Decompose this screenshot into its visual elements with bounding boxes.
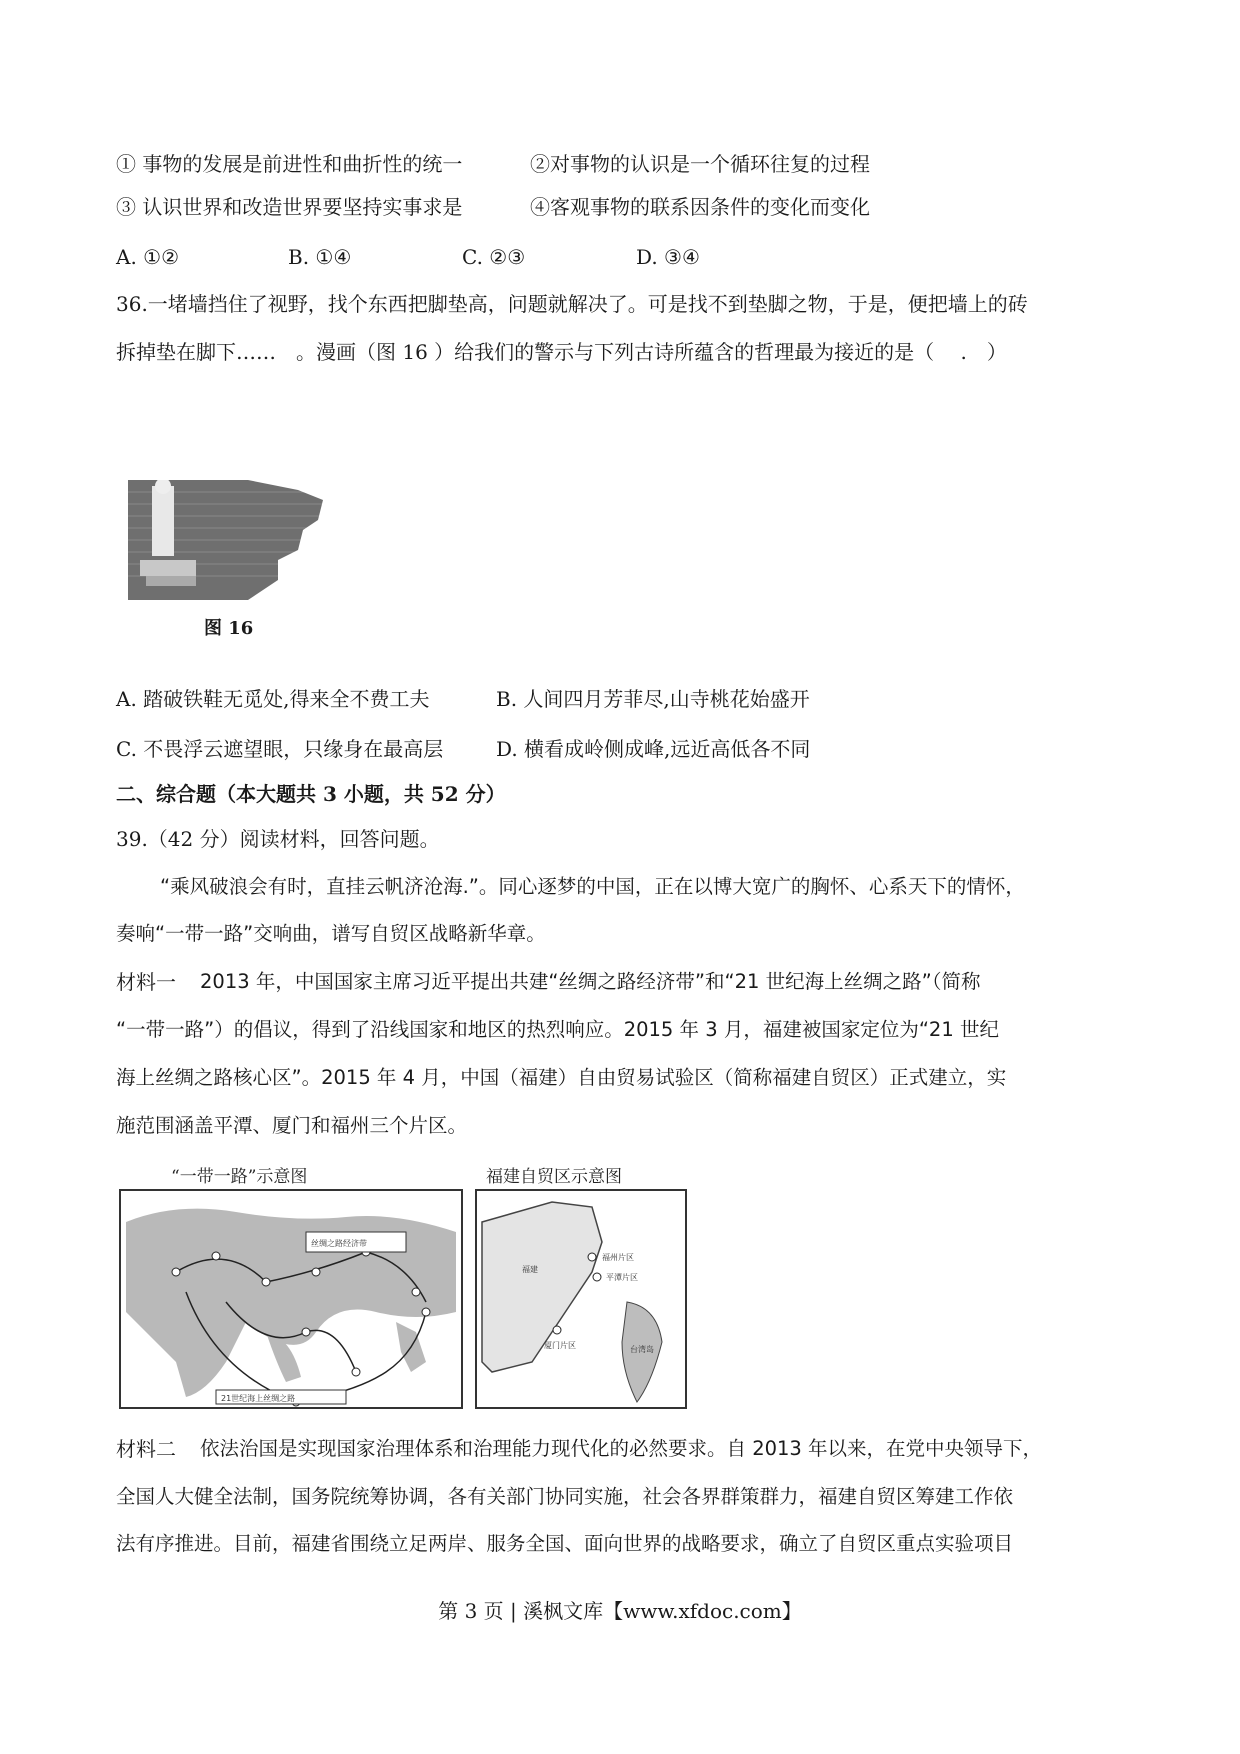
q36-line-1: 36.一堵墙挡住了视野，找个东西把脚垫高，问题就解决了。可是找不到垫脚之物，于是，便把墙上的砖 — [116, 292, 1028, 316]
map2-xiamen: 厦门片区 — [544, 1341, 576, 1350]
statement-4: ④客观事物的联系因条件的变化而变化 — [530, 195, 870, 219]
option-d: D. ③④ — [636, 245, 700, 269]
map1-belt-label: 丝绸之路经济带 — [311, 1239, 367, 1248]
page-footer: 第 3 页 | 溪枫文库【www.xfdoc.com】 — [438, 1599, 802, 1623]
q39-intro-line-1: “乘风破浪会有时，直挂云帆济沧海.”。同心逐梦的中国，正在以博大宽广的胸怀、心系天下的情怀， — [160, 875, 1025, 898]
fujian-ftz-map — [472, 1162, 692, 1412]
q36-line-2: 拆掉垫在脚下…… 。漫画（图 16 ）给我们的警示与下列古诗所蕴含的哲理最为接近的是（ . ） — [116, 340, 1007, 364]
section-2-heading: 二、综合题（本大题共 3 小题，共 52 分） — [116, 782, 506, 806]
statement-2: ②对事物的认识是一个循环往复的过程 — [530, 152, 870, 176]
option-b: B. ①④ — [288, 245, 352, 269]
q36-option-a: A. 踏破铁鞋无觅处,得来全不费工夫 — [116, 687, 430, 711]
figure-16-cartoon — [128, 480, 344, 600]
statement-1: ① 事物的发展是前进性和曲折性的统一 — [116, 152, 463, 176]
material-2-line-1: 依法治国是实现国家治理体系和治理能力现代化的必然要求。自 2013 年以来，在党中央领导下， — [200, 1437, 1043, 1460]
figure-16-caption: 图 16 — [204, 618, 254, 639]
statement-3: ③ 认识世界和改造世界要坚持实事求是 — [116, 195, 463, 219]
q36-option-c: C. 不畏浮云遮望眼，只缘身在最高层 — [116, 737, 444, 761]
material-1-line-4: 施范围涵盖平潭、厦门和福州三个片区。 — [116, 1114, 468, 1137]
map1-title: “一带一路”示意图 — [171, 1167, 308, 1187]
map2-title: 福建自贸区示意图 — [486, 1167, 622, 1187]
material-1-label: 材料一 — [116, 970, 176, 994]
map2-taiwan: 台湾岛 — [630, 1345, 654, 1354]
material-2-line-3: 法有序推进。目前，福建省围绕立足两岸、服务全国、面向世界的战略要求，确立了自贸区重点实验项目 — [116, 1532, 1014, 1555]
map2-fuzhou: 福州片区 — [602, 1253, 634, 1262]
material-1-line-2: “一带一路”）的倡议，得到了沿线国家和地区的热烈响应。2015 年 3 月，福建被国家定位为“21 世纪 — [116, 1018, 999, 1041]
q36-option-d: D. 横看成岭侧成峰,远近高低各不同 — [496, 737, 811, 761]
material-2-line-2: 全国人大健全法制，国务院统筹协调，各有关部门协同实施，社会各界群策群力，福建自贸区筹建工作依 — [116, 1485, 1014, 1508]
q36-option-b: B. 人间四月芳菲尽,山寺桃花始盛开 — [496, 687, 810, 711]
q39-heading: 39.（42 分）阅读材料，回答问题。 — [116, 827, 440, 851]
map2-pingtan: 平潭片区 — [606, 1273, 638, 1282]
map2-fujian: 福建 — [522, 1265, 538, 1274]
q39-intro-line-2: 奏响“一带一路”交响曲，谱写自贸区战略新华章。 — [116, 922, 546, 945]
option-c: C. ②③ — [462, 245, 526, 269]
material-2-label: 材料二 — [116, 1437, 176, 1461]
material-1-line-3: 海上丝绸之路核心区”。2015 年 4 月，中国（福建）自由贸易试验区（简称福建自贸区）正式建立，实 — [116, 1066, 1007, 1089]
material-1-line-1: 2013 年，中国国家主席习近平提出共建“丝绸之路经济带”和“21 世纪海上丝绸之路”（简称 — [200, 970, 981, 993]
option-a: A. ①② — [116, 245, 180, 269]
map1-road-label: 21世纪海上丝绸之路 — [221, 1394, 296, 1403]
belt-road-map — [116, 1162, 466, 1412]
